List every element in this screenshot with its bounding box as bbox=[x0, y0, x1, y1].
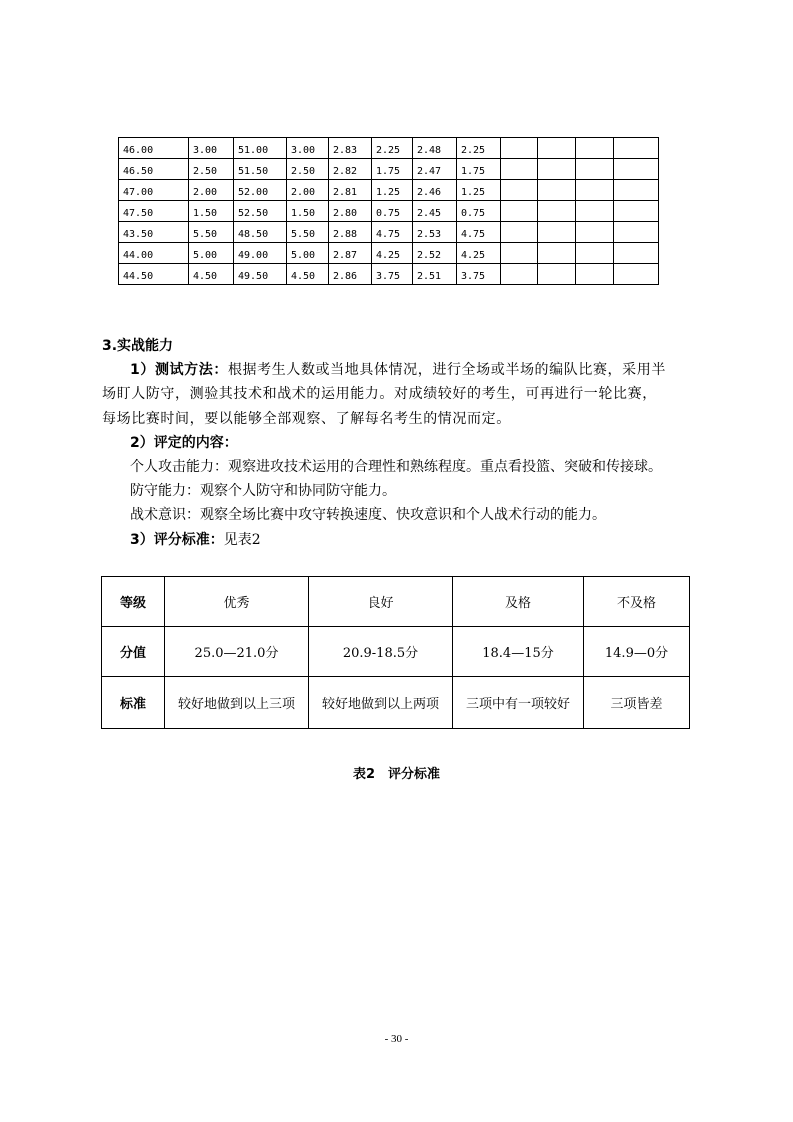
score-cell: 20.9-18.5分 bbox=[309, 627, 453, 677]
method-text-line2: 场盯人防守，测验其技术和战术的运用能力。对成绩较好的考生，可再进行一轮比赛， bbox=[102, 386, 657, 403]
table-row bbox=[119, 222, 659, 243]
table-cell: 2.53 bbox=[413, 222, 457, 243]
grade-cell: 优秀 bbox=[165, 577, 309, 627]
table-cell: 4.75 bbox=[372, 222, 413, 243]
table-cell: 2.86 bbox=[329, 264, 372, 285]
table-cell bbox=[614, 243, 659, 264]
table-cell: 52.00 bbox=[234, 180, 287, 201]
content-label: 2）评定的内容： bbox=[130, 434, 238, 451]
table-cell bbox=[576, 159, 614, 180]
table-cell bbox=[501, 222, 538, 243]
table-cell: 2.45 bbox=[413, 201, 457, 222]
table-cell bbox=[501, 180, 538, 201]
table-cell: 2.48 bbox=[413, 138, 457, 159]
table-cell bbox=[614, 180, 659, 201]
table-cell: 3.75 bbox=[372, 264, 413, 285]
table-row bbox=[119, 180, 659, 201]
table-cell: 52.50 bbox=[234, 201, 287, 222]
table-cell: 1.75 bbox=[457, 159, 501, 180]
table-row bbox=[119, 243, 659, 264]
table-cell: 48.50 bbox=[234, 222, 287, 243]
criteria-cell: 较好地做到以上两项 bbox=[309, 677, 453, 729]
table-cell: 4.75 bbox=[457, 222, 501, 243]
table-cell bbox=[501, 159, 538, 180]
score-cell: 25.0—21.0分 bbox=[165, 627, 309, 677]
table-cell: 2.46 bbox=[413, 180, 457, 201]
score-table bbox=[118, 137, 659, 285]
table-cell: 46.00 bbox=[119, 138, 189, 159]
table-cell bbox=[538, 138, 576, 159]
table-cell: 4.25 bbox=[457, 243, 501, 264]
table-cell bbox=[614, 138, 659, 159]
table-cell bbox=[538, 201, 576, 222]
table-cell bbox=[576, 201, 614, 222]
attack-ability-item: 个人攻击能力：观察进攻技术运用的合理性和熟练程度。重点看投篮、突破和传接球。 bbox=[130, 459, 662, 476]
table-cell: 1.50 bbox=[287, 201, 329, 222]
table-cell: 1.25 bbox=[372, 180, 413, 201]
table-cell: 47.00 bbox=[119, 180, 189, 201]
score-row bbox=[102, 627, 690, 677]
table-cell bbox=[538, 222, 576, 243]
table-cell: 2.80 bbox=[329, 201, 372, 222]
method-text-line1: 根据考生人数或当地具体情况，进行全场或半场的编队比赛，采用半 bbox=[227, 362, 666, 379]
table-cell: 0.75 bbox=[372, 201, 413, 222]
table-cell: 49.00 bbox=[234, 243, 287, 264]
criteria-row bbox=[102, 677, 690, 729]
table-row bbox=[119, 159, 659, 180]
table-cell bbox=[576, 243, 614, 264]
criteria-cell: 较好地做到以上三项 bbox=[165, 677, 309, 729]
table-cell: 49.50 bbox=[234, 264, 287, 285]
table-cell: 5.00 bbox=[287, 243, 329, 264]
standard-text: 见表2 bbox=[223, 531, 261, 548]
table-cell: 51.00 bbox=[234, 138, 287, 159]
table-cell: 2.87 bbox=[329, 243, 372, 264]
table-cell: 0.75 bbox=[457, 201, 501, 222]
table-cell: 1.25 bbox=[457, 180, 501, 201]
table-cell: 4.50 bbox=[189, 264, 234, 285]
table-cell: 2.25 bbox=[457, 138, 501, 159]
table-cell: 2.51 bbox=[413, 264, 457, 285]
criteria-header-cell: 标准 bbox=[102, 677, 165, 729]
method-paragraph bbox=[102, 358, 702, 382]
table-caption: 表2 评分标准 bbox=[352, 767, 441, 782]
table-cell: 3.75 bbox=[457, 264, 501, 285]
table-cell: 1.75 bbox=[372, 159, 413, 180]
method-label: 1）测试方法： bbox=[130, 362, 228, 379]
table-cell bbox=[614, 222, 659, 243]
table-cell: 2.82 bbox=[329, 159, 372, 180]
table-cell: 4.25 bbox=[372, 243, 413, 264]
table-cell: 2.88 bbox=[329, 222, 372, 243]
method-text-line3: 每场比赛时间，要以能够全部观察、了解每名考生的情况而定。 bbox=[102, 410, 511, 427]
table-cell bbox=[614, 159, 659, 180]
table-cell bbox=[576, 264, 614, 285]
table-cell: 2.00 bbox=[287, 180, 329, 201]
table-cell bbox=[501, 243, 538, 264]
table-cell: 2.52 bbox=[413, 243, 457, 264]
table-cell bbox=[576, 180, 614, 201]
grade-cell: 及格 bbox=[453, 577, 584, 627]
table-cell bbox=[501, 264, 538, 285]
grading-table bbox=[101, 576, 690, 729]
table-cell: 4.50 bbox=[287, 264, 329, 285]
table-cell bbox=[614, 201, 659, 222]
table-cell: 2.50 bbox=[189, 159, 234, 180]
table-row bbox=[119, 138, 659, 159]
table-cell bbox=[538, 180, 576, 201]
defense-ability-item: 防守能力：观察个人防守和协同防守能力。 bbox=[130, 483, 396, 500]
grade-header-cell: 等级 bbox=[102, 577, 165, 627]
table-cell: 5.50 bbox=[189, 222, 234, 243]
score-cell: 18.4—15分 bbox=[453, 627, 584, 677]
table-cell bbox=[614, 264, 659, 285]
table-cell: 5.50 bbox=[287, 222, 329, 243]
table-row bbox=[119, 264, 659, 285]
table-cell bbox=[501, 138, 538, 159]
table-cell: 51.50 bbox=[234, 159, 287, 180]
table-cell bbox=[576, 222, 614, 243]
table-cell bbox=[501, 201, 538, 222]
table-cell bbox=[576, 138, 614, 159]
table-row bbox=[119, 201, 659, 222]
table-cell: 2.50 bbox=[287, 159, 329, 180]
criteria-cell: 三项皆差 bbox=[584, 677, 690, 729]
table-cell: 43.50 bbox=[119, 222, 189, 243]
section-content bbox=[102, 334, 702, 552]
table-cell: 44.00 bbox=[119, 243, 189, 264]
table-cell: 5.00 bbox=[189, 243, 234, 264]
score-header-cell: 分值 bbox=[102, 627, 165, 677]
section-heading: 3.实战能力 bbox=[102, 338, 174, 354]
score-cell: 14.9—0分 bbox=[584, 627, 690, 677]
table-cell: 2.83 bbox=[329, 138, 372, 159]
table-cell: 46.50 bbox=[119, 159, 189, 180]
table-cell: 1.50 bbox=[189, 201, 234, 222]
table-cell: 47.50 bbox=[119, 201, 189, 222]
grade-row bbox=[102, 577, 690, 627]
page-number: - 30 - bbox=[384, 1033, 409, 1045]
table-cell bbox=[538, 264, 576, 285]
table-cell: 44.50 bbox=[119, 264, 189, 285]
table-cell: 2.25 bbox=[372, 138, 413, 159]
standard-label: 3）评分标准： bbox=[130, 531, 224, 548]
grade-cell: 良好 bbox=[309, 577, 453, 627]
table-cell: 3.00 bbox=[287, 138, 329, 159]
grade-cell: 不及格 bbox=[584, 577, 690, 627]
table-cell bbox=[538, 159, 576, 180]
criteria-cell: 三项中有一项较好 bbox=[453, 677, 584, 729]
table-cell: 3.00 bbox=[189, 138, 234, 159]
table-cell bbox=[538, 243, 576, 264]
standard-paragraph bbox=[102, 528, 702, 552]
table-cell: 2.00 bbox=[189, 180, 234, 201]
table-cell: 2.47 bbox=[413, 159, 457, 180]
tactics-awareness-item: 战术意识：观察全场比赛中攻守转换速度、快攻意识和个人战术行动的能力。 bbox=[130, 507, 606, 524]
table-cell: 2.81 bbox=[329, 180, 372, 201]
